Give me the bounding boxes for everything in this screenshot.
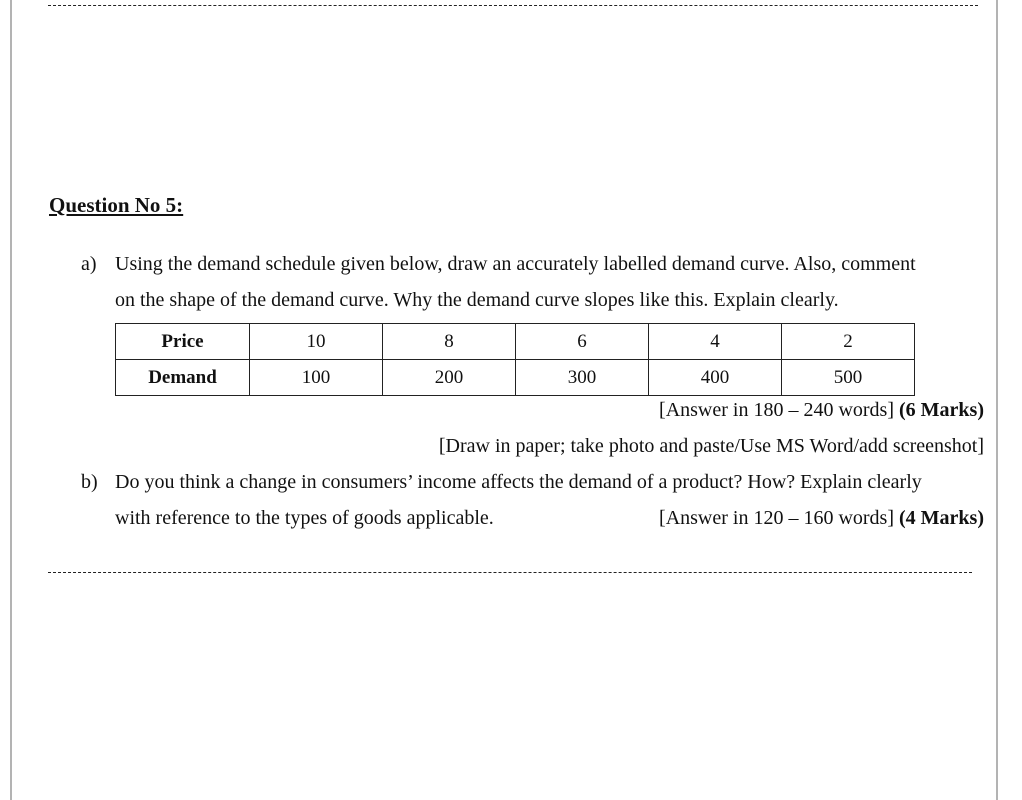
part-b-line-2: with reference to the types of goods applicable.	[115, 507, 494, 529]
table-cell: 400	[649, 360, 782, 396]
table-cell-price-label: Price	[116, 324, 250, 360]
table-cell-demand-label: Demand	[116, 360, 250, 396]
part-a-answer-note-line	[659, 397, 984, 423]
table-cell: 500	[782, 360, 915, 396]
table-cell: 200	[383, 360, 516, 396]
table-cell: 2	[782, 324, 915, 360]
table-cell: 6	[516, 324, 649, 360]
dashed-separator-top	[48, 5, 978, 6]
question-heading: Question No 5:	[49, 193, 184, 217]
part-a-answer-note: [Answer in 180 – 240 words]	[659, 399, 895, 421]
part-a-line-2: on the shape of the demand curve. Why the demand curve slopes like this. Explain clearly.	[115, 289, 839, 311]
table-cell: 4	[649, 324, 782, 360]
table-row-price	[116, 324, 915, 360]
part-b-marks: (4 Marks)	[899, 507, 984, 529]
part-a-draw-note: [Draw in paper; take photo and paste/Use MS Word/add screenshot]	[438, 435, 984, 457]
dashed-separator-bottom	[48, 572, 972, 573]
table-cell: 8	[383, 324, 516, 360]
part-b-line-1: Do you think a change in consumers’ income affects the demand of a product? How? Explain clearly	[115, 471, 922, 493]
page-border-right	[996, 0, 998, 800]
part-b-answer-note: [Answer in 120 – 160 words]	[659, 507, 895, 529]
table-cell: 10	[250, 324, 383, 360]
table-cell: 100	[250, 360, 383, 396]
part-a-marker: a)	[81, 253, 97, 275]
table-cell: 300	[516, 360, 649, 396]
demand-schedule-table	[115, 323, 915, 396]
table-row-demand	[116, 360, 915, 396]
part-a-line-1: Using the demand schedule given below, draw an accurately labelled demand curve. Also, comment	[115, 253, 916, 275]
part-b-answer-note-line	[659, 505, 984, 531]
part-b-marker: b)	[81, 471, 98, 493]
page-border-left	[10, 0, 12, 800]
part-a-marks: (6 Marks)	[899, 399, 984, 421]
